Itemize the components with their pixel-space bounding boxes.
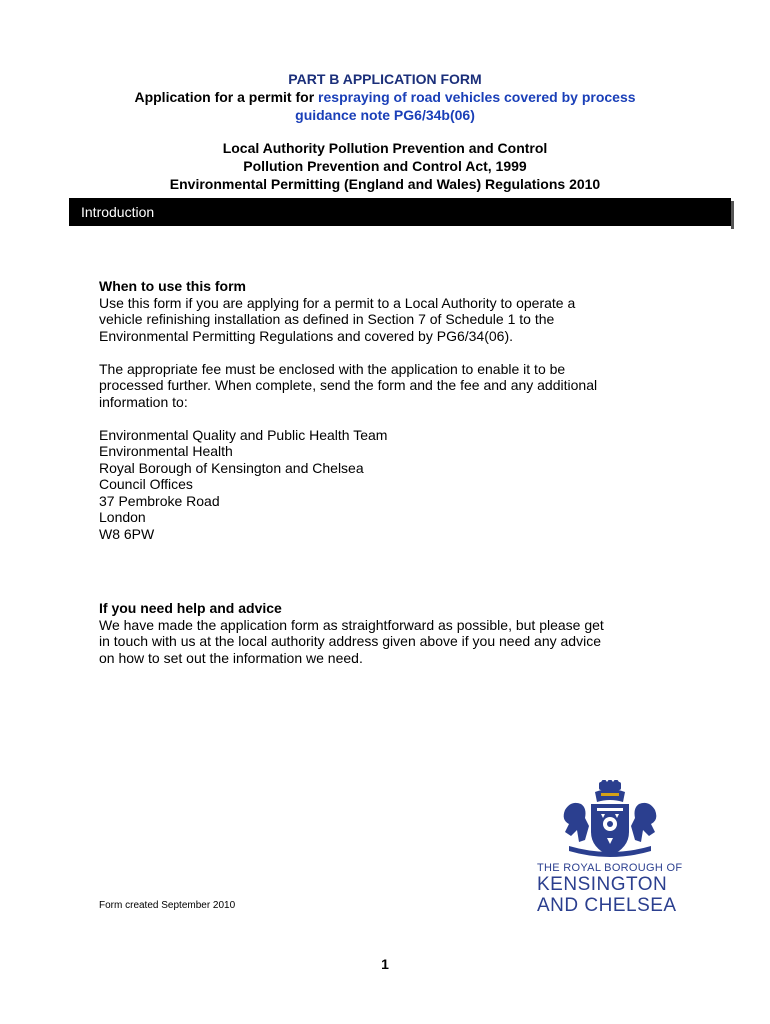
logo-line-2: KENSINGTON	[537, 874, 668, 895]
text-line: in touch with us at the local authority address given above if you need any advice	[99, 633, 601, 649]
address-line: W8 6PW	[99, 525, 155, 542]
address-line: 37 Pembroke Road	[99, 492, 220, 509]
introduction-bar: Introduction	[69, 198, 731, 226]
help-para	[99, 617, 679, 667]
law-line-1: Local Authority Pollution Prevention and Control	[222, 140, 548, 156]
address-line: Council Offices	[99, 476, 193, 492]
text-line: The appropriate fee must be enclosed with the application to enable it to be	[99, 360, 566, 377]
law-line-3: Environmental Permitting (England and Wales) Regulations 2010	[169, 176, 601, 192]
logo-line-1: THE ROYAL BOROUGH OF	[537, 862, 683, 874]
when-heading: When to use this form	[99, 278, 246, 294]
subtitle-highlight: respraying of road vehicles covered by process	[318, 89, 636, 105]
help-heading: If you need help and advice	[99, 600, 282, 616]
law-line-2: Pollution Prevention and Control Act, 1999	[243, 158, 527, 174]
when-para-2	[99, 361, 679, 411]
address-line: Environmental Health	[99, 443, 233, 459]
address-block	[99, 427, 679, 543]
footer-note: Form created September 2010	[99, 900, 236, 911]
text-line: vehicle refinishing installation as defined in Section 7 of Schedule 1 to the	[99, 311, 555, 327]
text-line: We have made the application form as straightforward as possible, but please get	[99, 616, 604, 633]
page-number: 1	[381, 956, 389, 972]
text-line: processed further. When complete, send the form and the fee and any additional	[99, 377, 598, 393]
form-header	[0, 70, 770, 124]
subtitle-prefix: Application for a permit for	[134, 89, 319, 105]
borough-logo	[537, 862, 682, 916]
form-subtitle	[0, 88, 770, 106]
address-line: Environmental Quality and Public Health Team	[99, 426, 388, 443]
coat-of-arms-icon	[535, 780, 685, 860]
help-section	[99, 600, 679, 666]
form-title: PART B APPLICATION FORM	[288, 71, 482, 87]
text-line: Environmental Permitting Regulations and covered by PG6/34(06).	[99, 327, 513, 344]
address-line: Royal Borough of Kensington and Chelsea	[99, 459, 364, 476]
when-section	[99, 278, 679, 542]
when-para-1	[99, 295, 679, 345]
subtitle-line2: guidance note PG6/34b(06)	[295, 107, 475, 123]
text-line: information to:	[99, 393, 188, 410]
address-line: London	[99, 509, 146, 525]
legislation-block	[0, 139, 770, 193]
text-line: Use this form if you are applying for a permit to a Local Authority to operate a	[99, 294, 576, 311]
logo-line-3: AND CHELSEA	[537, 895, 677, 916]
text-line: on how to set out the information we need.	[99, 649, 363, 666]
